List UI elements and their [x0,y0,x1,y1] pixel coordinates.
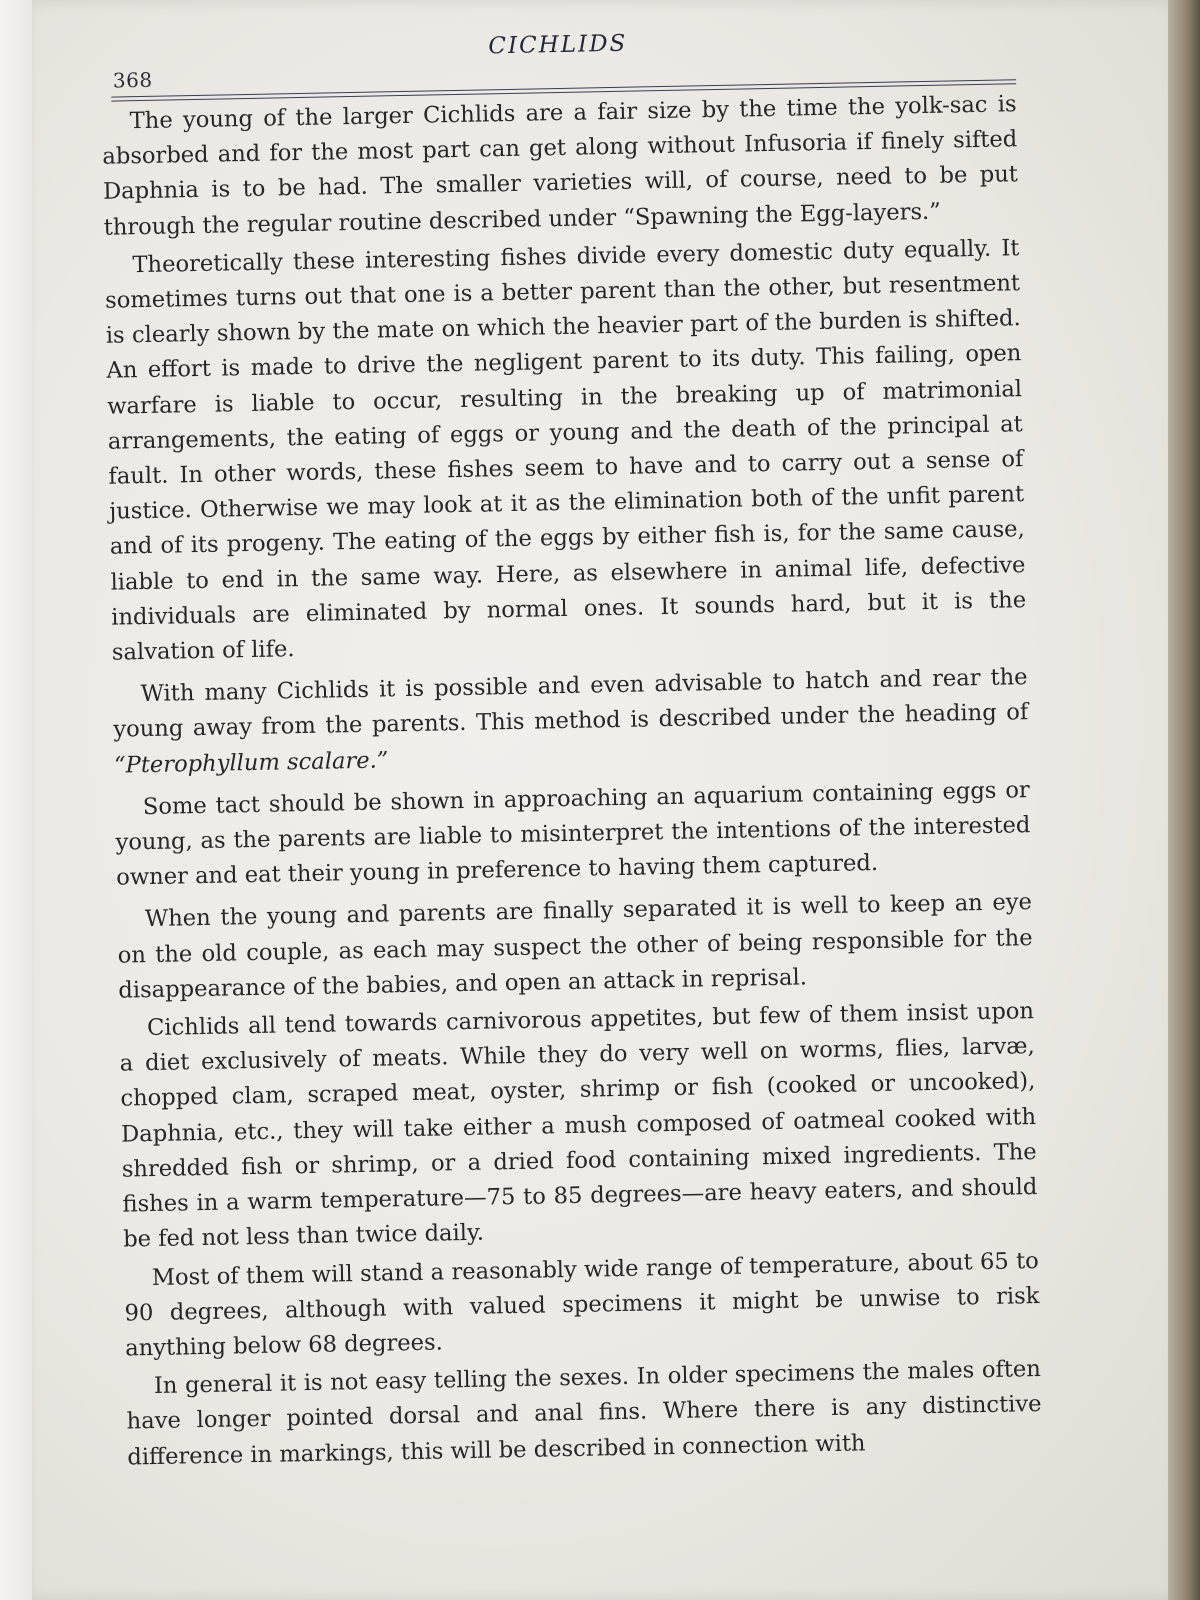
page-number: 368 [112,67,153,93]
paragraph-diet: Cichlids all tend towards carnivorous appetites, but few of them insist upon a diet exclusively of meats. While they do very well on worms, flies, larvæ, chopped clam, scraped meat, oyster, shrimp or fish (cooked or uncooked), Daphnia, etc., they will take either a mush composed of oatmeal cooked with shredded fish or shrimp, or a dried food containing mixed ingredients. The fishes in a warm temperature—75 to 85 degrees—are heavy eaters, and should be fed not less than twice daily. [119,998,1038,1253]
body-text [101,87,1042,1475]
species-name-pterophyllum: “Pterophyllum scalare.” [113,747,389,779]
left-margin-shade [0,0,36,1600]
book-gutter-edge [1168,0,1200,1600]
page-content [100,19,1043,1482]
paragraph-sexes: In general it is not easy telling the sexes. In older specimens the males often have longer pointed dorsal and anal fins. Where there is any distinctive difference in markings, this will be described in connection with [126,1356,1042,1471]
paragraph-temperature: Most of them will stand a reasonably wide range of temperature, about 65 to 90 degrees, although with valued specimens it might be unwise to risk anything below 68 degrees. [124,1247,1040,1362]
paragraph-hatch-away-text: With many Cichlids it is possible and even advisable to hatch and rear the young away from the parents. This method is described under the heading of [113,664,1029,744]
paragraph-separation: When the young and parents are finally separated it is well to keep an eye on the old couple, as each may suspect the other of being responsible for the disappearance of the babies, and open an attack in reprisal. [117,889,1033,1004]
paragraph-tact: Some tact should be shown in approaching an aquarium containing eggs or young, as the parents are liable to misinterpret the intentions of the interested owner and eat their young in preference to having them captured. [115,776,1031,891]
paragraph-hatch-away [112,660,1029,783]
chapter-title: CICHLIDS [488,30,628,60]
paragraph-young-cichlids: The young of the larger Cichlids are a fair size by the time the yolk-sac is absorbed and for the most part can get along without Infusoria if finely sifted Daphnia is to be had. The smaller varieties will, of course, need to be put through the regular routine described under “Spawning the Egg-layers.” [102,91,1019,241]
paragraph-domestic-duty: Theoretically these interesting fishes divide every domestic duty equally. It sometimes turns out that one is a better parent than the other, but resentment is clearly shown by the mate on which the heavier part of the burden is shifted. An effort is made to drive the negligent parent to its duty. This failing, open warfare is liable to occur, resulting in the breaking up of matrimonial arrangements, the eating of eggs or young and the death of the principal at fault. In other words, these fishes seem to have and to carry out a sense of justice. Otherwise we may look at it as the elimination both of the unfit parent and of its progeny. The eating of the eggs by either fish is, for the same cause, liable to end in the same way. Here, as elsewhere in animal life, defective individuals are eliminated by normal ones. It sounds hard, but it is the salvation of life. [104,234,1027,666]
